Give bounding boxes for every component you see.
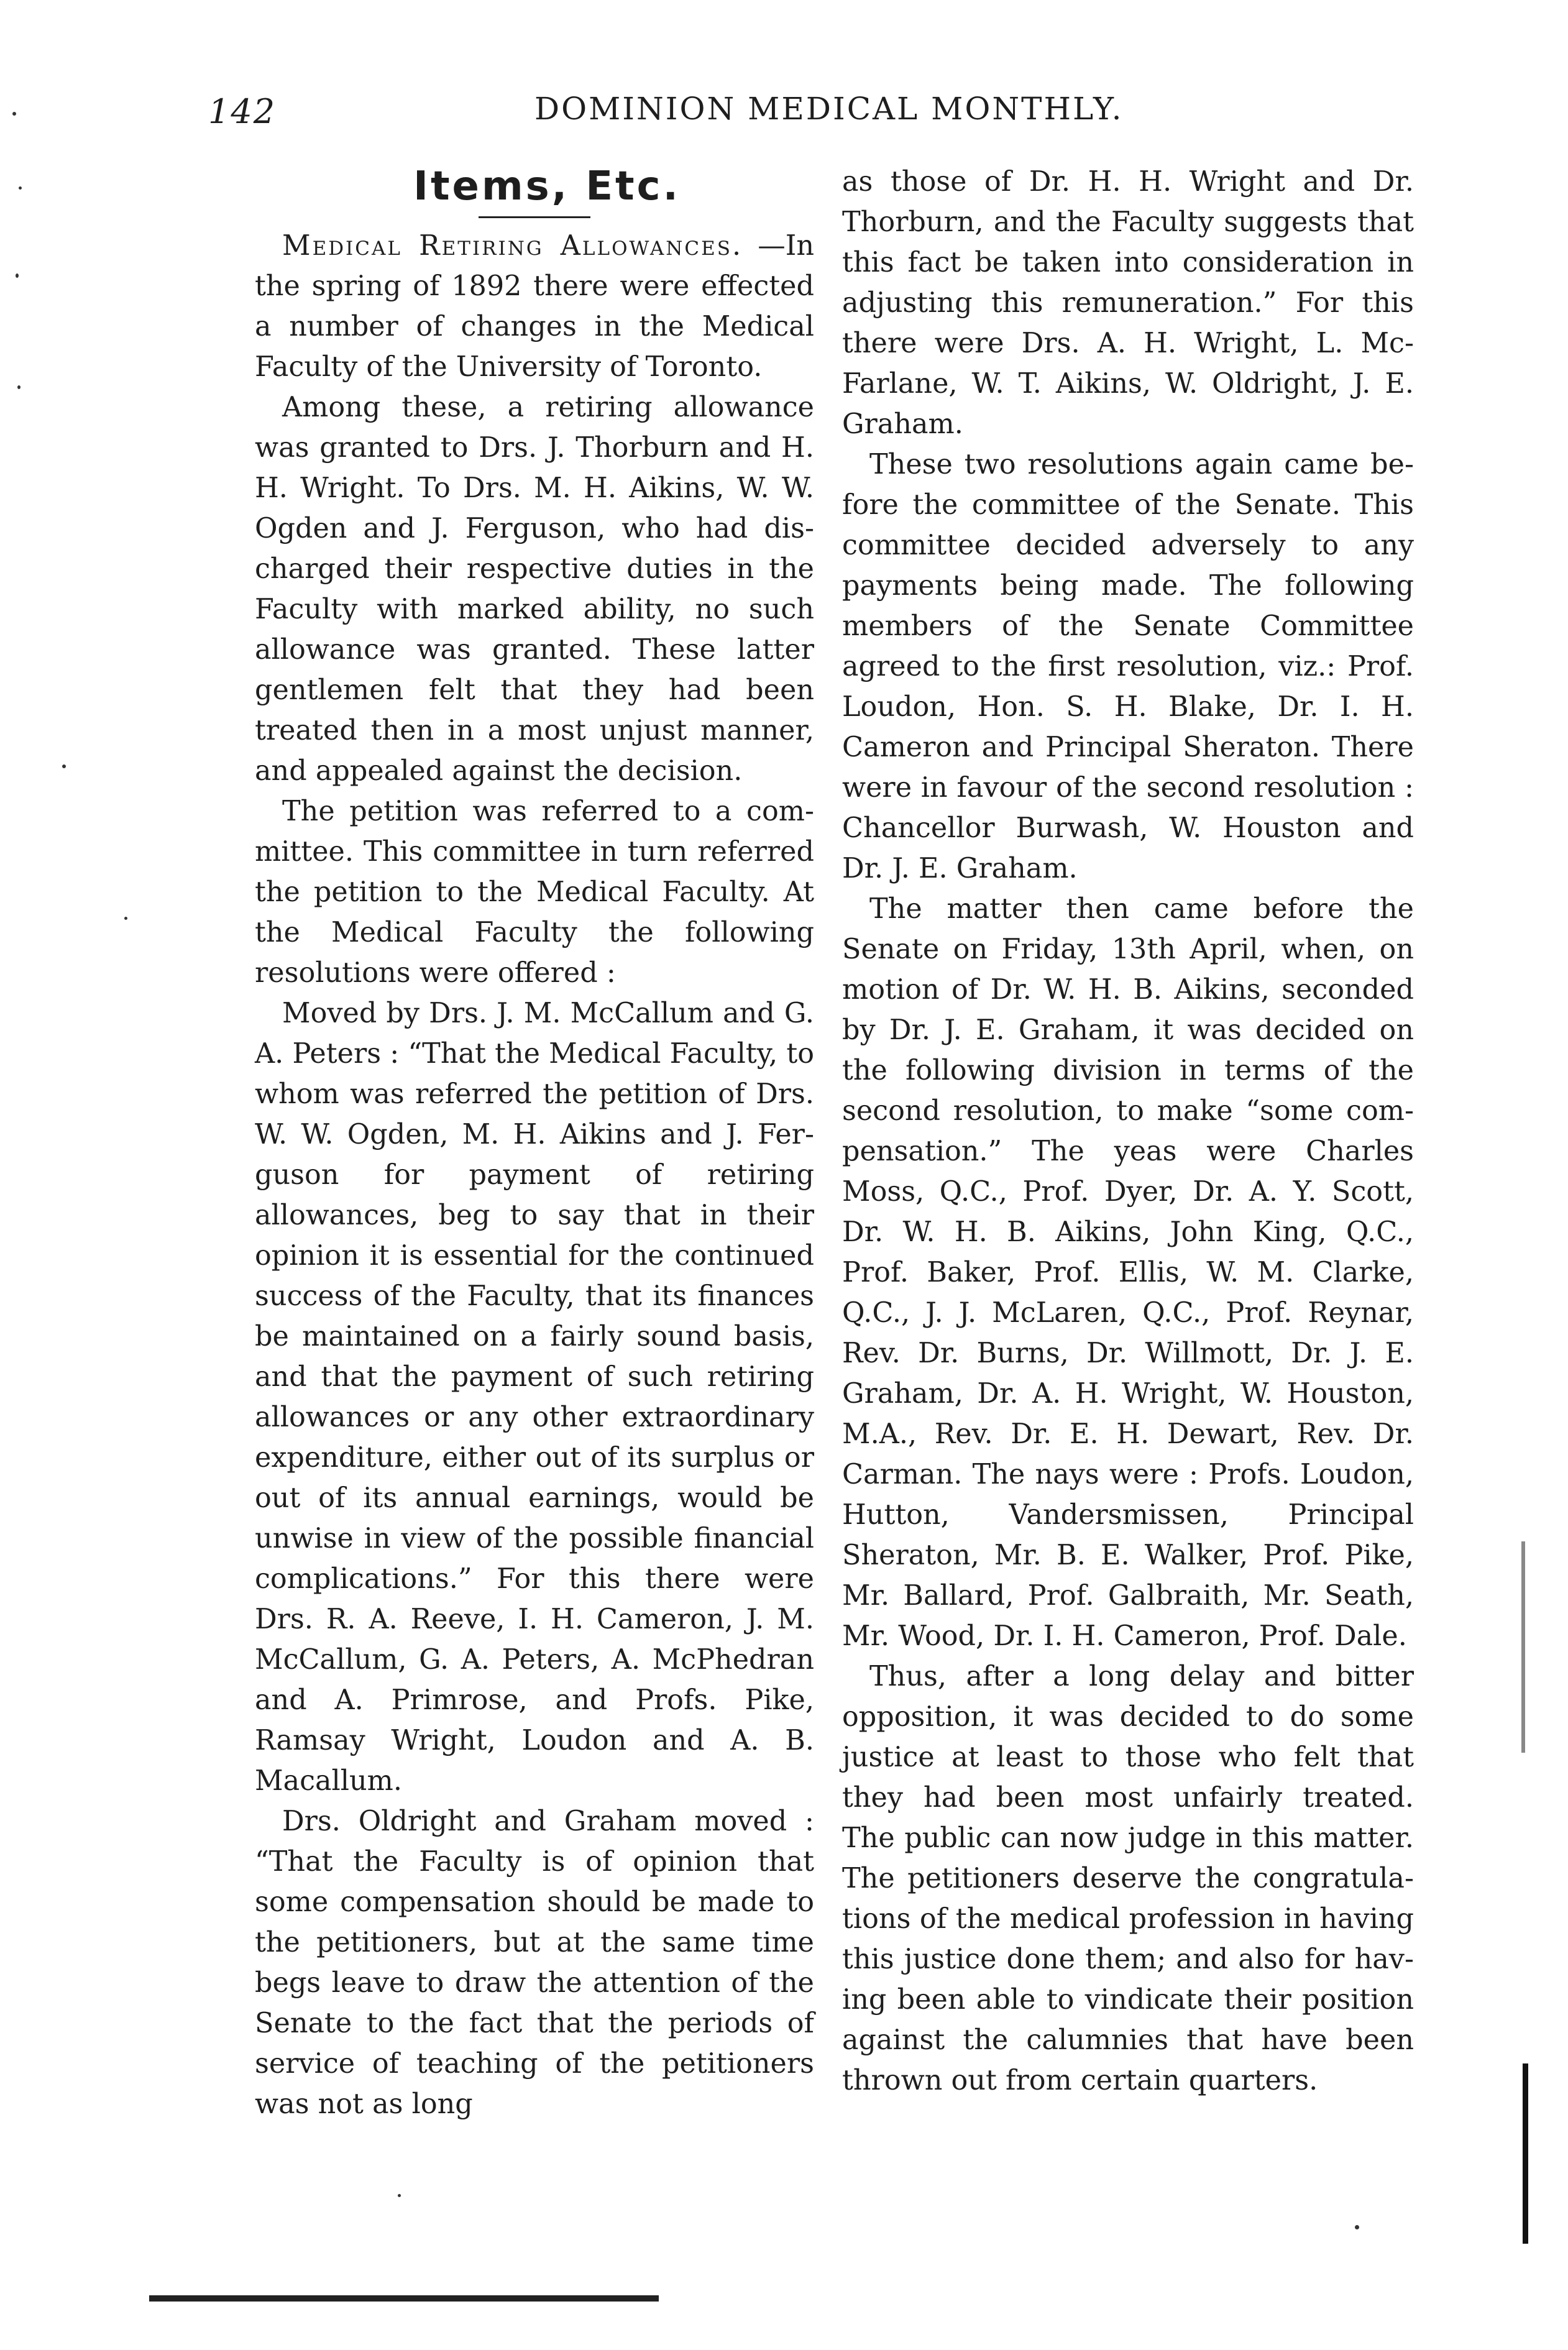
scan-edge-mark	[1521, 1541, 1525, 1753]
paragraph: The petition was referred to a committee. This committee in turn referred the petition to the Medical Faculty. At the Medical Faculty the following resolutions were offered :	[255, 796, 814, 989]
scan-speck	[398, 2194, 401, 2197]
paragraph	[255, 226, 814, 387]
paragraph: Among these, a retiring allowance was granted to Drs. J. Thorburn and H. H. Wright. To Drs. M. H. Aikins, W. W. Ogden and J. Ferguson, who had discharged their respective duties in the Faculty with marked ability, no such allowance was granted. These latter gentlemen felt that they had been treated then in a most unjust manner, and appealed against the decision.	[255, 392, 814, 787]
scan-edge-mark	[1523, 2063, 1528, 2244]
page-number: 142	[208, 92, 277, 131]
title-rule	[479, 216, 590, 218]
left-column	[255, 162, 814, 2124]
scan-speck	[16, 273, 19, 278]
scan-edge-mark	[149, 2295, 659, 2302]
scan-speck	[1355, 2225, 1359, 2229]
paragraph: The matter then came before the Senate on Friday, 13th April, when, on motion of Dr. W. H. B. Aikins, seconded by Dr. J. E. Graham, it was decided on the following division in terms of the second resolution, to make “some compensation.” The yeas were Charles Moss, Q.C., Prof. Dyer, Dr. A. Y. Scott, Dr. W. H. B. Aikins, John King, Q.C., Prof. Baker, Prof. Ellis, W. M. Clarke, Q.C., J. J. McLaren, Q.C., Prof. Reynar, Rev. Dr. Burns, Dr. Willmott, Dr. J. E. Graham, Dr. A. H. Wright, W. Houston, M.A., Rev. Dr. E. H. Dewart, Rev. Dr. Carman. The nays were : Profs. Loudon, Hutton, Vandersmissen, Principal Sheraton, Mr. B. E. Walker, Prof. Pike, Mr. Ballard, Prof. Galbraith, Mr. Seath, Mr. Wood, Dr. I. H. Cameron, Prof. Dale.	[842, 893, 1414, 1652]
article-heading: Medical Retiring Allowances.	[282, 230, 743, 262]
running-head: DOMINION MEDICAL MONTHLY.	[534, 91, 1124, 127]
paragraph: Thus, after a long delay and bitter opposition, it was decided to do some justice at least to those who felt that they had been most unfairly treated. The public can now judge in this matter. The petitioners deserve the congratulations of the medical profession in having this justice done them; and also for having been able to vindicate their position against the calumnies that have been thrown out from certain quarters.	[842, 1661, 1414, 2096]
scan-speck	[19, 186, 22, 190]
paragraph: as those of Dr. H. H. Wright and Dr. Thorburn, and the Faculty suggests that this fact be taken into consideration in adjusting this remuneration.” For this there were Drs. A. H. Wright, L. McFarlane, W. T. Aikins, W. Oldright, J. E. Graham.	[842, 166, 1414, 440]
scan-speck	[12, 112, 16, 116]
section-title: Items, Etc.	[413, 163, 681, 209]
scan-speck	[62, 764, 66, 768]
scan-speck	[124, 917, 127, 920]
right-column	[842, 162, 1414, 2101]
paragraph: Moved by Drs. J. M. McCallum and G. A. Peters : “That the Medical Faculty, to whom was referred the petition of Drs. W. W. Ogden, M. H. Aikins and J. Ferguson for payment of retiring allowances, beg to say that in their opinion it is essential for the continued success of the Faculty, that its finances be maintained on a fairly sound basis, and that the payment of such retiring allowances or any other extraordinary expenditure, either out of its surplus or out of its annual earnings, would be unwise in view of the possible financial complications.” For this there were Drs. R. A. Reeve, I. H. Cameron, J. M. McCallum, G. A. Peters, A. McPhedran and A. Primrose, and Profs. Pike, Ramsay Wright, Loudon and A. B. Macallum.	[255, 998, 814, 1797]
paragraph-text: —In the spring of 1892 there were effected a number of changes in the Medical Faculty of the University of Toronto.	[255, 230, 814, 383]
paragraph: Drs. Oldright and Graham moved : “That the Faculty is of opinion that some compensation should be made to the petitioners, but at the same time begs leave to draw the attention of the Senate to the fact that the periods of service of teaching of the petitioners was not as long	[255, 1806, 814, 2120]
paragraph: These two resolutions again came before the committee of the Senate. This committee decided adversely to any payments being made. The following members of the Senate Committee agreed to the first resolution, viz.: Prof. Loudon, Hon. S. H. Blake, Dr. I. H. Cameron and Principal Sheraton. There were in favour of the second resolution : Chancellor Burwash, W. Houston and Dr. J. E. Graham.	[842, 449, 1414, 884]
scan-speck	[17, 385, 21, 389]
